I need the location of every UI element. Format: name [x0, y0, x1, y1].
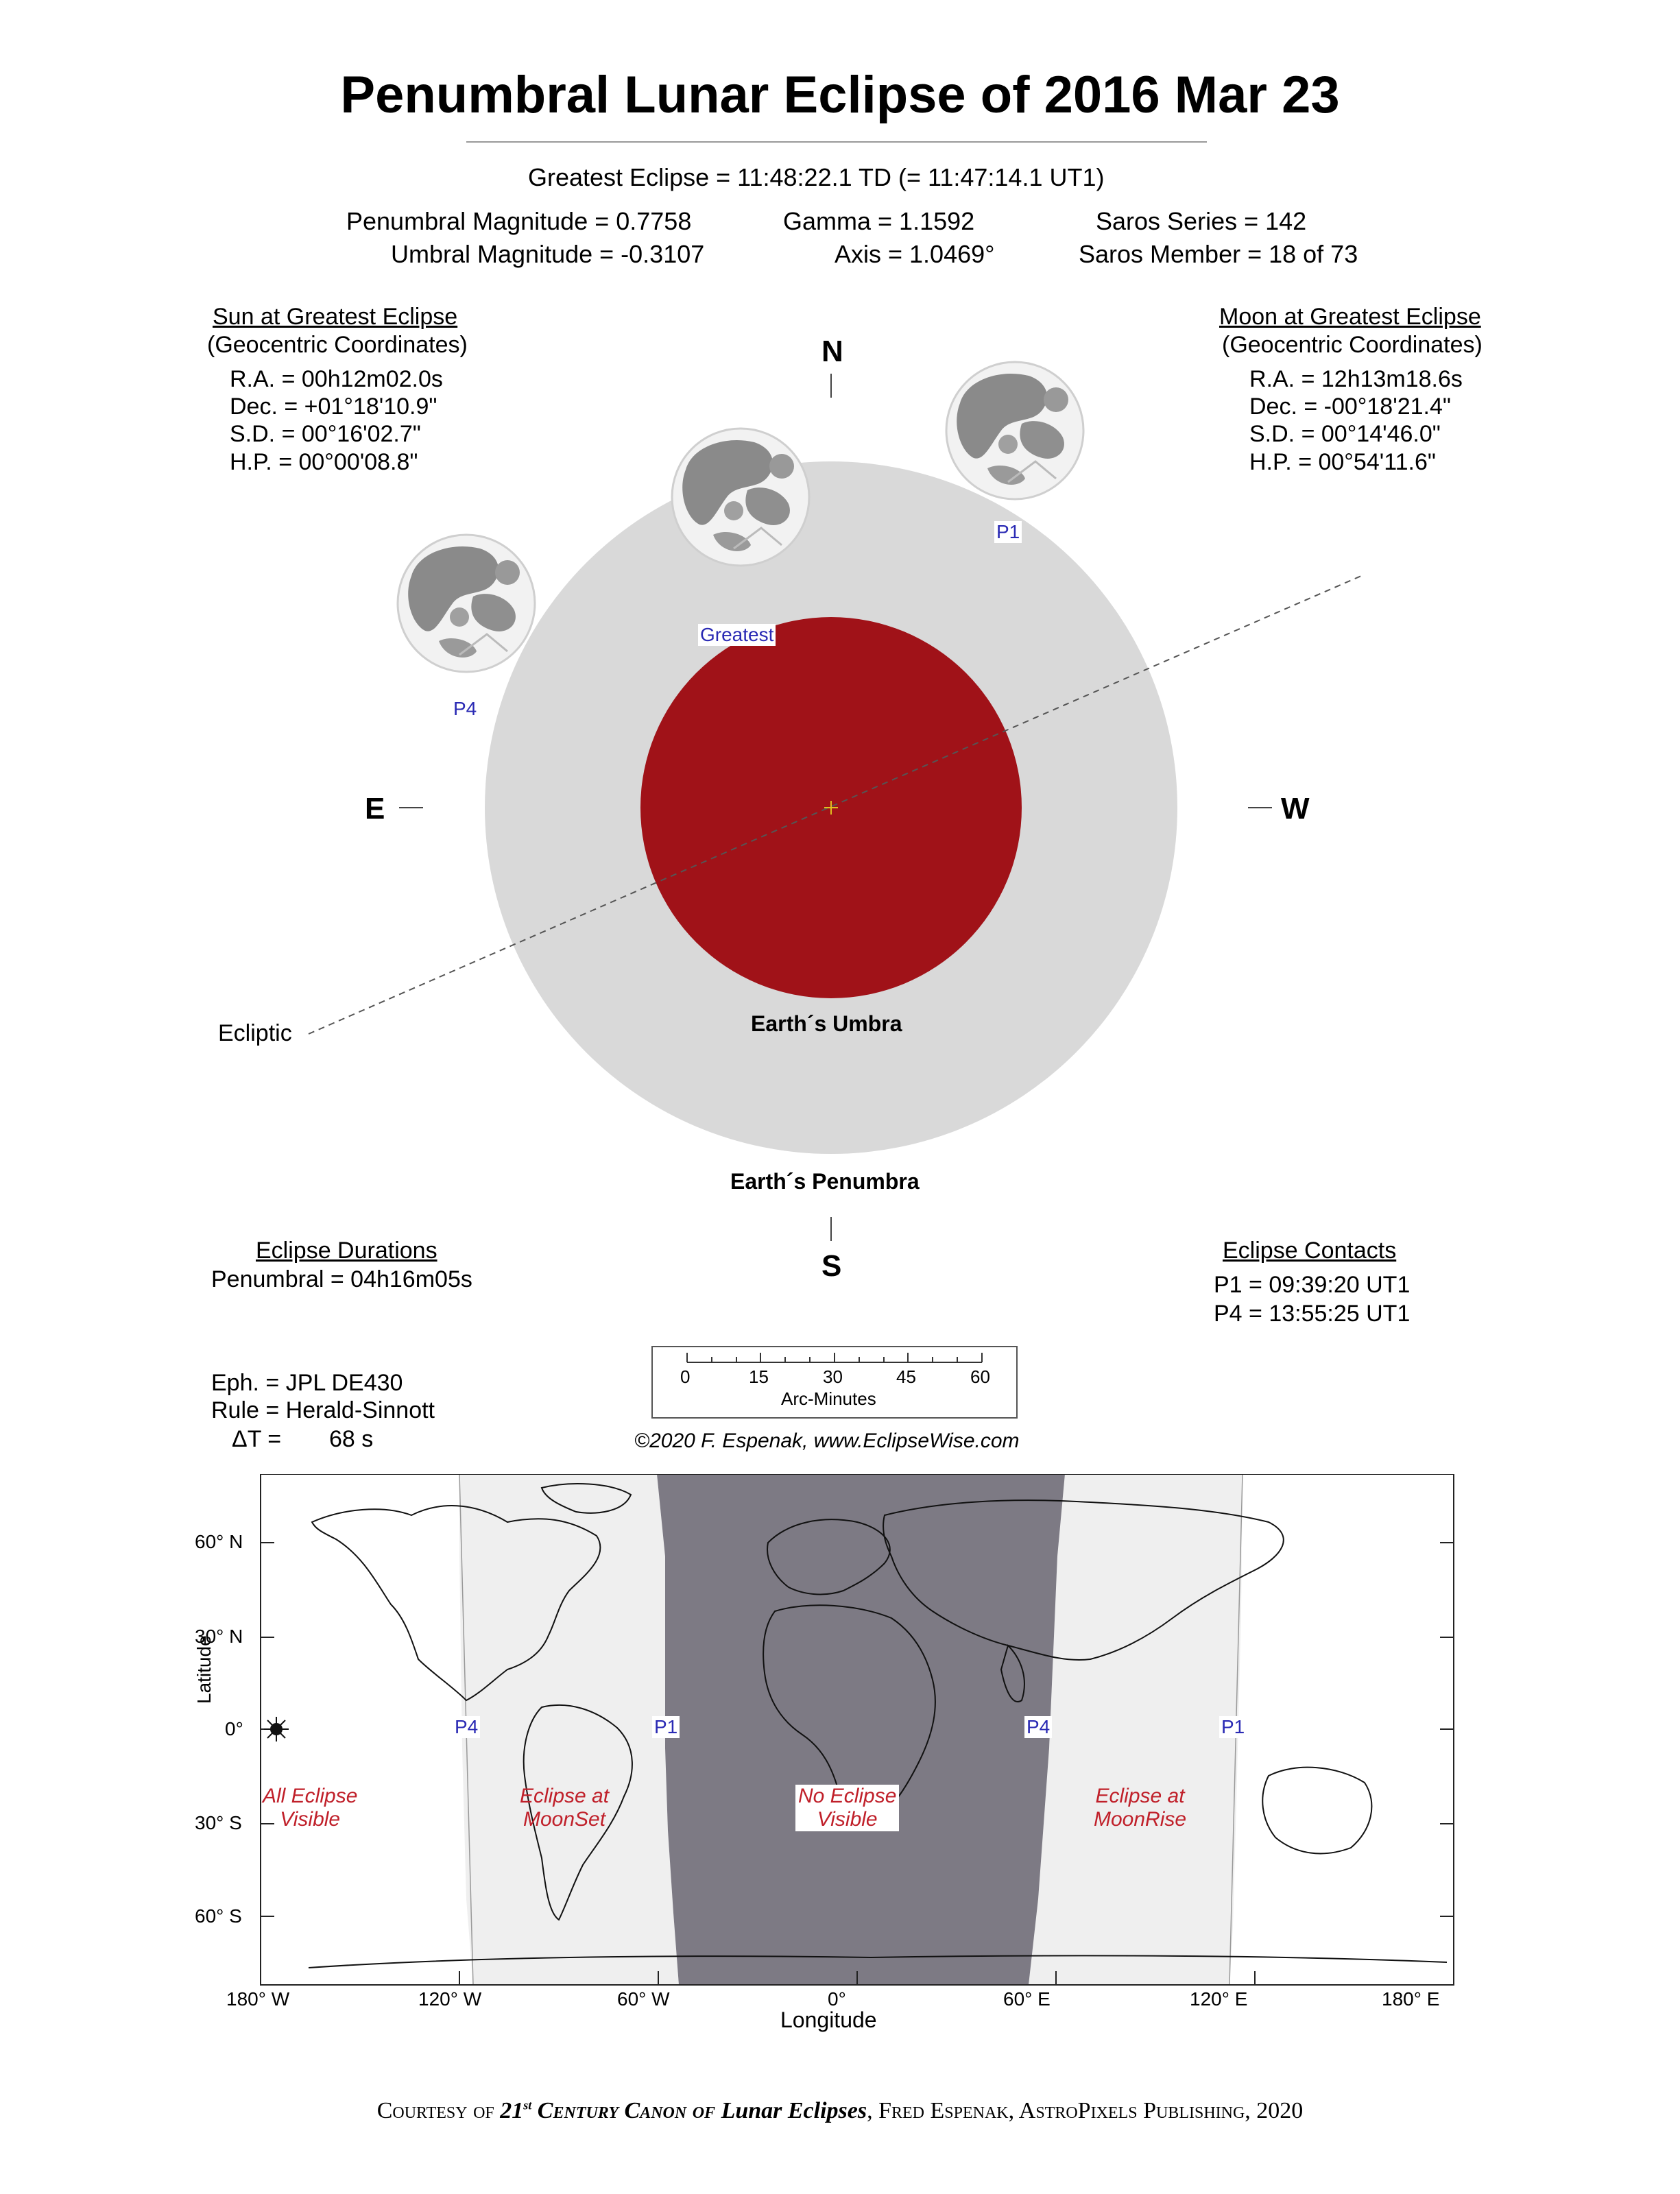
saros-series: Saros Series = 142	[1096, 207, 1307, 235]
scale-tick-45: 45	[896, 1366, 916, 1387]
map-p4-west-label: P4	[453, 1716, 480, 1738]
moon-at-greatest	[672, 429, 809, 566]
moon-subheading: (Geocentric Coordinates)	[1222, 332, 1483, 358]
moon-at-p4	[398, 535, 535, 672]
delta-t-value: 68 s	[329, 1426, 374, 1452]
lat-tick-30n: 30° N	[195, 1626, 243, 1647]
zone-moonset-label: Eclipse at MoonSet	[520, 1785, 610, 1831]
moonrise-zone	[1029, 1474, 1243, 1985]
lon-tick-60w: 60° W	[617, 1988, 670, 2010]
penumbra-label: Earth´s Penumbra	[730, 1169, 920, 1194]
lon-tick-120w: 120° W	[418, 1988, 482, 2010]
sun-hp: H.P. = 00°00'08.8"	[230, 449, 418, 475]
map-p1-east-label: P1	[1219, 1716, 1247, 1738]
north-label: N	[821, 335, 843, 368]
lon-tick-120e: 120° E	[1190, 1988, 1248, 2010]
saros-member: Saros Member = 18 of 73	[1079, 240, 1358, 268]
moon-heading: Moon at Greatest Eclipse	[1219, 304, 1481, 330]
delta-t-label: ΔT =	[232, 1426, 282, 1452]
moon-sd: S.D. = 00°14'46.0"	[1249, 421, 1441, 447]
scale-tick-60: 60	[970, 1366, 990, 1387]
p1-label: P1	[994, 521, 1022, 543]
scale-tick-30: 30	[823, 1366, 843, 1387]
lat-tick-0: 0°	[225, 1718, 243, 1739]
map-p1-west-label: P1	[652, 1716, 680, 1738]
scale-tick-0: 0	[680, 1366, 691, 1387]
east-label: E	[365, 792, 385, 825]
durations-heading: Eclipse Durations	[256, 1238, 437, 1264]
south-label: S	[821, 1249, 842, 1283]
umbra-label: Earth´s Umbra	[751, 1011, 902, 1036]
sun-subheading: (Geocentric Coordinates)	[207, 332, 468, 358]
arc-minute-scale	[651, 1346, 1018, 1419]
no-eclipse-zone	[657, 1474, 1065, 1985]
lat-tick-30s: 30° S	[195, 1812, 242, 1833]
zone-all-visible-label: All Eclipse Visible	[263, 1785, 358, 1831]
page-title: Penumbral Lunar Eclipse of 2016 Mar 23	[340, 66, 1340, 124]
moonset-zone	[459, 1474, 679, 1985]
greatest-label: Greatest	[698, 624, 776, 646]
gamma-value: Gamma = 1.1592	[783, 207, 975, 235]
lon-tick-180e: 180° E	[1382, 1988, 1440, 2010]
axis-value: Axis = 1.0469°	[835, 240, 995, 268]
zone-moonrise-label: Eclipse at MoonRise	[1094, 1785, 1187, 1831]
greatest-eclipse-time: Greatest Eclipse = 11:48:22.1 TD (= 11:47:14.1 UT1)	[528, 163, 1105, 191]
footer-credit: Courtesy of 21st Century Canon of Lunar Eclipses, Fred Espenak, AstroPixels Publishing, 2020	[376, 2098, 1304, 2123]
lat-tick-60s: 60° S	[195, 1905, 242, 1927]
ecliptic-label: Ecliptic	[218, 1020, 292, 1046]
scale-unit-label: Arc-Minutes	[781, 1388, 876, 1409]
sun-dec: Dec. = +01°18'10.9"	[230, 394, 437, 420]
longitude-axis-label: Longitude	[780, 2008, 877, 2032]
p4-label: P4	[451, 698, 479, 720]
contact-p1: P1 = 09:39:20 UT1	[1214, 1272, 1411, 1298]
moon-ra: R.A. = 12h13m18.6s	[1249, 366, 1463, 392]
moon-dec: Dec. = -00°18'21.4"	[1249, 394, 1451, 420]
lon-tick-0: 0°	[828, 1988, 846, 2010]
penumbral-magnitude: Penumbral Magnitude = 0.7758	[346, 207, 692, 235]
visibility-map	[185, 1474, 1625, 2043]
sun-heading: Sun at Greatest Eclipse	[213, 304, 458, 330]
latitude-axis-label: Latitude	[193, 1635, 215, 1704]
west-label: W	[1281, 792, 1310, 825]
lat-tick-60n: 60° N	[195, 1531, 243, 1552]
contacts-heading: Eclipse Contacts	[1223, 1238, 1397, 1264]
lon-tick-60e: 60° E	[1003, 1988, 1051, 2010]
rule: Rule = Herald-Sinnott	[211, 1397, 435, 1423]
moon-at-p1	[946, 362, 1083, 499]
sun-ra: R.A. = 00h12m02.0s	[230, 366, 443, 392]
zone-no-eclipse-label: No Eclipse Visible	[795, 1785, 899, 1831]
lon-tick-180w: 180° W	[226, 1988, 290, 2010]
contact-p4: P4 = 13:55:25 UT1	[1214, 1301, 1411, 1327]
sun-sd: S.D. = 00°16'02.7"	[230, 421, 421, 447]
moon-hp: H.P. = 00°54'11.6"	[1249, 449, 1436, 475]
ephemeris: Eph. = JPL DE430	[211, 1370, 403, 1396]
umbral-magnitude: Umbral Magnitude = -0.3107	[391, 240, 705, 268]
scale-tick-15: 15	[749, 1366, 769, 1387]
penumbral-duration: Penumbral = 04h16m05s	[211, 1266, 472, 1292]
copyright: ©2020 F. Espenak, www.EclipseWise.com	[634, 1430, 1020, 1452]
map-p4-east-label: P4	[1024, 1716, 1052, 1738]
